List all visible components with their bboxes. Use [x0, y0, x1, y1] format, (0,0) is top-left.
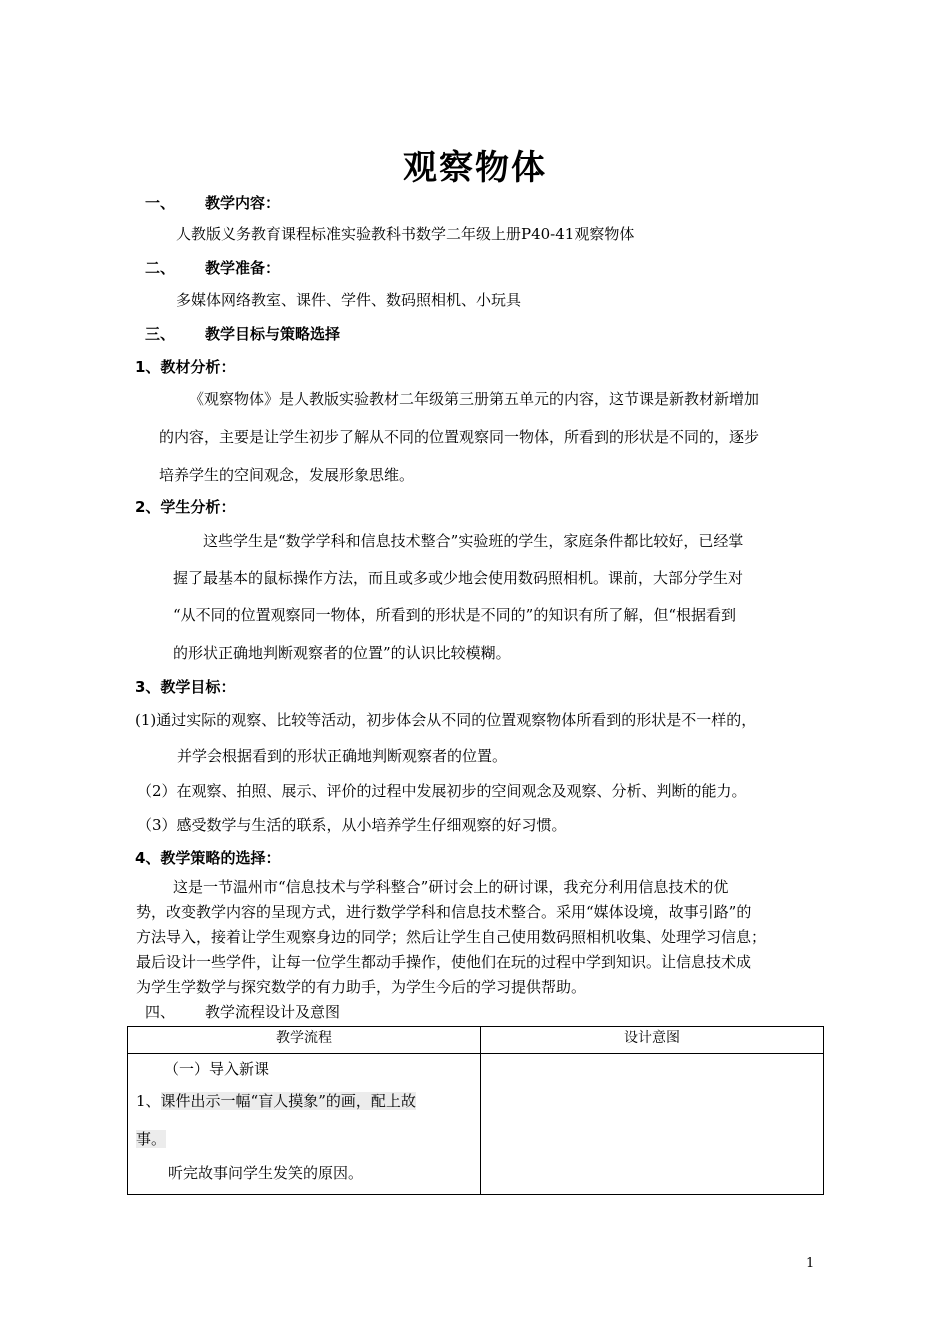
para-3-2-line-4: 的形状正确地判断观察者的位置”的认识比较模糊。 — [173, 644, 511, 662]
para-3-2-line-3: “从不同的位置观察同一物体，所看到的形状是不同的”的知识有所了解，但“根据看到 — [173, 606, 737, 624]
section-1-title: 教学内容： — [205, 194, 281, 212]
para-3-4-line-4: 最后设计一些学件，让每一位学生都动手操作，使他们在玩的过程中学到知识。让信息技术成 — [136, 953, 752, 971]
goal-1-line-2: 并学会根据看到的形状正确地判断观察者的位置。 — [177, 747, 508, 765]
section-3-number: 三、 — [145, 325, 176, 343]
para-3-2-line-1: 这些学生是“数学学科和信息技术整合”实验班的学生，家庭条件都比较好，已经掌 — [203, 532, 744, 550]
section-3-title: 教学目标与策略选择 — [205, 325, 341, 343]
goal-1-line-1: (1)通过实际的观察、比较等活动，初步体会从不同的位置观察物体所看到的形状是不一样的， — [135, 711, 757, 729]
subsection-3-2-heading: 2、学生分析： — [135, 498, 236, 516]
subsection-3-1-heading: 1、教材分析： — [135, 358, 236, 376]
table-header-intent: 设计意图 — [481, 1027, 824, 1054]
section-1-heading — [145, 192, 280, 213]
section-2-text: 多媒体网络教室、课件、学件、数码照相机、小玩具 — [176, 291, 522, 309]
table-header-flow: 教学流程 — [128, 1027, 481, 1054]
page-title: 观察物体 — [403, 148, 547, 188]
para-3-4-line-1: 这是一节温州市“信息技术与学科整合”研讨会上的研讨课，我充分利用信息技术的优 — [173, 878, 729, 896]
flow-subheading: （一）导入新课 — [164, 1060, 270, 1078]
flow-item-1-line-2 — [136, 1128, 166, 1149]
para-3-4-line-2: 势，改变教学内容的呈现方式，进行数学学科和信息技术整合。采用“媒体设境，故事引路”的 — [136, 903, 752, 921]
section-2-heading — [145, 257, 280, 278]
goal-2: （2）在观察、拍照、展示、评价的过程中发展初步的空间观念及观察、分析、判断的能力。 — [137, 782, 747, 800]
section-4-number: 四、 — [145, 1003, 176, 1021]
section-2-number: 二、 — [145, 259, 176, 277]
flow-cell — [128, 1054, 481, 1195]
flow-table — [127, 1026, 824, 1195]
para-3-4-line-5: 为学生学数学与探究数学的有力助手，为学生今后的学习提供帮助。 — [136, 978, 587, 996]
intent-cell — [481, 1054, 824, 1195]
para-3-1-line-1: 《观察物体》是人教版实验教材二年级第三册第五单元的内容，这节课是新教材新增加 — [189, 390, 760, 408]
table-header-row — [128, 1027, 824, 1054]
section-4-title: 教学流程设计及意图 — [205, 1003, 341, 1021]
flow-item-1-text-cont: 事。 — [136, 1130, 167, 1148]
flow-item-1-text: 课件出示一幅“盲人摸象”的画，配上故 — [160, 1092, 416, 1110]
flow-item-2: 听完故事问学生发笑的原因。 — [168, 1164, 364, 1182]
section-1-text: 人教版义务教育课程标准实验教科书数学二年级上册P40-41观察物体 — [176, 225, 635, 243]
section-4-heading — [145, 1001, 340, 1022]
section-3-heading — [145, 323, 340, 344]
goal-3: （3）感受数学与生活的联系，从小培养学生仔细观察的好习惯。 — [137, 816, 567, 834]
para-3-2-line-2: 握了最基本的鼠标操作方法，而且或多或少地会使用数码照相机。课前，大部分学生对 — [173, 569, 744, 587]
table-row — [128, 1054, 824, 1195]
subsection-3-4-heading: 4、教学策略的选择： — [135, 849, 281, 867]
section-1-number: 一、 — [145, 194, 176, 212]
page-number: 1 — [806, 1256, 815, 1271]
para-3-1-line-2: 的内容，主要是让学生初步了解从不同的位置观察同一物体，所看到的形状是不同的，逐步 — [159, 428, 760, 446]
subsection-3-3-heading: 3、教学目标： — [135, 678, 236, 696]
section-2-title: 教学准备： — [205, 259, 281, 277]
para-3-4-line-3: 方法导入，接着让学生观察身边的同学；然后让学生自己使用数码照相机收集、处理学习信息； — [136, 928, 767, 946]
flow-item-1-prefix: 1、 — [136, 1092, 161, 1110]
para-3-1-line-3: 培养学生的空间观念，发展形象思维。 — [159, 466, 415, 484]
flow-item-1-line-1 — [136, 1090, 416, 1111]
